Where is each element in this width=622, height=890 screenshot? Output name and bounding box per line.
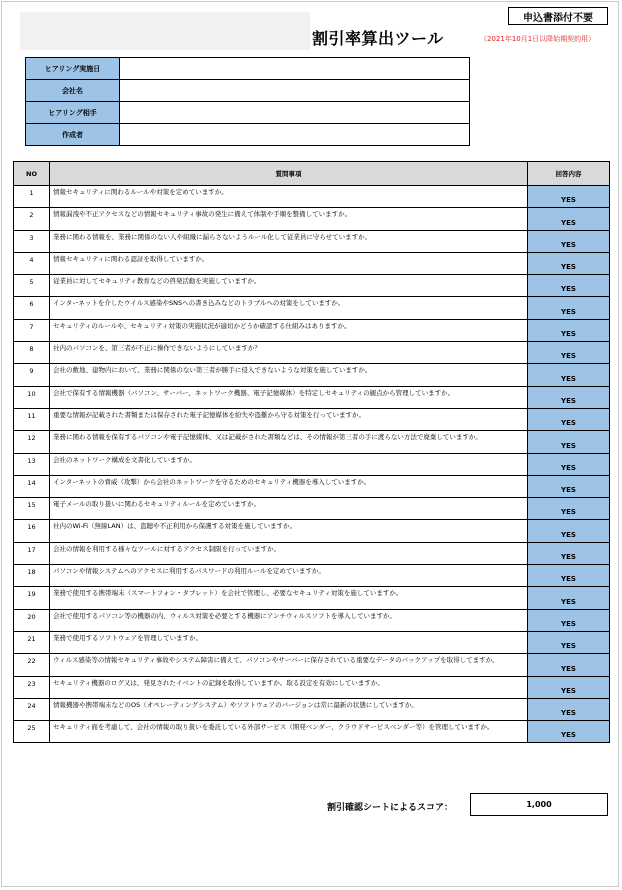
table-row	[14, 609, 610, 631]
question-text: パソコンや情報システムへのアクセスに利用するパスワードの利用ルールを定めていますか。	[50, 565, 528, 587]
info-row	[26, 124, 470, 146]
table-row	[14, 676, 610, 698]
question-text: 会社の敷地、建物内において、業務に関係のない第三者が勝手に侵入できないような対策を施していますか。	[50, 364, 528, 386]
answer-cell[interactable]: YES	[528, 631, 610, 653]
row-number: 13	[14, 453, 50, 475]
answer-cell[interactable]: YES	[528, 364, 610, 386]
col-question-header: 質問事項	[50, 162, 528, 186]
answer-cell[interactable]: YES	[528, 342, 610, 364]
row-number: 9	[14, 364, 50, 386]
answer-cell[interactable]: YES	[528, 542, 610, 564]
answer-cell[interactable]: YES	[528, 721, 610, 743]
question-text: 電子メールの取り扱いに関わるセキュリティルールを定めていますか。	[50, 498, 528, 520]
answer-cell[interactable]: YES	[528, 654, 610, 676]
table-row	[14, 565, 610, 587]
answer-cell[interactable]: YES	[528, 453, 610, 475]
table-row	[14, 654, 610, 676]
info-input[interactable]	[120, 58, 470, 80]
row-number: 23	[14, 676, 50, 698]
row-number: 5	[14, 275, 50, 297]
answer-cell[interactable]: YES	[528, 252, 610, 274]
info-input[interactable]	[120, 124, 470, 146]
row-number: 22	[14, 654, 50, 676]
question-text: セキュリティ面を考慮して、会社の情報の取り扱いを委託している外部サービス（開発ベンダー、クラウドサービスベンダー等）を管理していますか。	[50, 721, 528, 743]
question-text: 情報セキュリティに関わる認証を取得していますか。	[50, 252, 528, 274]
question-text: 社内のパソコンを、第三者が不正に操作できないようにしていますか？	[50, 342, 528, 364]
answer-cell[interactable]: YES	[528, 297, 610, 319]
row-number: 6	[14, 297, 50, 319]
row-number: 19	[14, 587, 50, 609]
question-text: 会社で使用するパソコン等の機器の内、ウィルス対策を必要とする機器にアンチウィルスソフトを導入していますか。	[50, 609, 528, 631]
table-row	[14, 275, 610, 297]
page-title: 割引率算出ツール	[312, 29, 444, 48]
table-row	[14, 186, 610, 208]
row-number: 25	[14, 721, 50, 743]
answer-cell[interactable]: YES	[528, 609, 610, 631]
row-number: 14	[14, 475, 50, 497]
table-row	[14, 520, 610, 542]
col-no-header: NO	[14, 162, 50, 186]
question-text: 重要な情報が記載された書類または保存された電子記憶媒体を紛失や盗難から守る対策を行っていますか。	[50, 408, 528, 430]
row-number: 21	[14, 631, 50, 653]
row-number: 4	[14, 252, 50, 274]
question-text: インターネットの脅威（攻撃）から会社のネットワークを守るためのセキュリティ機器を導入していますか。	[50, 475, 528, 497]
table-row	[14, 252, 610, 274]
question-text: 従業員に対してセキュリティ教育などの啓発活動を実施していますか。	[50, 275, 528, 297]
table-row	[14, 542, 610, 564]
row-number: 3	[14, 230, 50, 252]
row-number: 10	[14, 386, 50, 408]
row-number: 16	[14, 520, 50, 542]
table-row	[14, 698, 610, 720]
answer-cell[interactable]: YES	[528, 319, 610, 341]
row-number: 15	[14, 498, 50, 520]
info-input[interactable]	[120, 80, 470, 102]
table-row	[14, 631, 610, 653]
row-number: 8	[14, 342, 50, 364]
question-text: 業務で使用する携帯端末（スマートフォン・タブレット）を会社で管理し、必要なセキュリティ対策を施していますか。	[50, 587, 528, 609]
table-row	[14, 408, 610, 430]
table-row	[14, 721, 610, 743]
row-number: 20	[14, 609, 50, 631]
table-row	[14, 386, 610, 408]
row-number: 17	[14, 542, 50, 564]
table-row	[14, 453, 610, 475]
answer-cell[interactable]: YES	[528, 587, 610, 609]
table-row	[14, 587, 610, 609]
question-table-header	[14, 162, 610, 186]
row-number: 12	[14, 431, 50, 453]
question-text: 業務で使用するソフトウェアを管理していますか。	[50, 631, 528, 653]
info-row	[26, 58, 470, 80]
question-text: インターネットを介したウイルス感染やSNSへの書き込みなどのトラブルへの対策をしていますか。	[50, 297, 528, 319]
table-row	[14, 319, 610, 341]
question-text: 会社の情報を利用する様々なツールに対するアクセス制限を行っていますか。	[50, 542, 528, 564]
table-row	[14, 475, 610, 497]
row-number: 1	[14, 186, 50, 208]
question-text: 情報セキュリティに関わるルールや対策を定めていますか。	[50, 186, 528, 208]
row-number: 7	[14, 319, 50, 341]
table-row	[14, 498, 610, 520]
row-number: 18	[14, 565, 50, 587]
answer-cell[interactable]: YES	[528, 230, 610, 252]
answer-cell[interactable]: YES	[528, 186, 610, 208]
question-text: 会社で保有する情報機器（パソコン、サーバー、ネットワーク機器、電子記憶媒体）を特定しセキュリティの観点から管理していますか。	[50, 386, 528, 408]
answer-cell[interactable]: YES	[528, 275, 610, 297]
row-number: 24	[14, 698, 50, 720]
answer-cell[interactable]: YES	[528, 475, 610, 497]
question-text: 情報機器や携帯端末などのOS（オペレーティングシステム）やソフトウェアのバージョンは常に最新の状態にしていますか。	[50, 698, 528, 720]
info-input[interactable]	[120, 102, 470, 124]
answer-cell[interactable]: YES	[528, 431, 610, 453]
answer-cell[interactable]: YES	[528, 565, 610, 587]
no-attachment-stamp: 申込書添付不要	[508, 7, 608, 25]
answer-cell[interactable]: YES	[528, 520, 610, 542]
table-row	[14, 431, 610, 453]
row-number: 2	[14, 208, 50, 230]
redacted-area	[20, 12, 310, 50]
answer-cell[interactable]: YES	[528, 698, 610, 720]
info-label: 作成者	[26, 124, 120, 146]
info-row	[26, 80, 470, 102]
applicability-note: （2021年10月1日以降始期契約用）	[480, 35, 596, 43]
table-row	[14, 230, 610, 252]
question-table	[13, 161, 610, 743]
info-row	[26, 102, 470, 124]
answer-cell[interactable]: YES	[528, 208, 610, 230]
question-text: 業務に関わる情報を、業務に関係のない人や組織に漏らさないようルール化して従業員に守らせていますか。	[50, 230, 528, 252]
answer-cell[interactable]: YES	[528, 676, 610, 698]
table-row	[14, 342, 610, 364]
table-row	[14, 364, 610, 386]
question-text: セキュリティのルールや、セキュリティ対策の実施状況が適切かどうか確認する仕組みはありますか。	[50, 319, 528, 341]
question-text: ウィルス感染等の情報セキュリティ事故やシステム障害に備えて、パソコンやサーバーに保存されている重要なデータのバックアップを取得してますか。	[50, 654, 528, 676]
question-text: 業務に関わる情報を保有するパソコンや電子記憶媒体、又は記載がされた書類などは、その情報が第三者の手に渡らない方法で廃棄していますか。	[50, 431, 528, 453]
question-text: セキュリティ機器のログ又は、発見されたイベントの記録を取得していますか。取る設定を有効にしていますか。	[50, 676, 528, 698]
answer-cell[interactable]: YES	[528, 498, 610, 520]
question-text: 会社のネットワーク構成を文書化していますか。	[50, 453, 528, 475]
info-label: ヒアリング実施日	[26, 58, 120, 80]
row-number: 11	[14, 408, 50, 430]
question-text: 社内のWi-Fi（無線LAN）は、盗聴や不正利用から保護する対策を施していますか。	[50, 520, 528, 542]
table-row	[14, 208, 610, 230]
score-value: 1,000	[470, 793, 608, 816]
info-label: 会社名	[26, 80, 120, 102]
question-text: 情報漏洩や不正アクセスなどの情報セキュリティ事故の発生に備えて体制や手順を整備していますか。	[50, 208, 528, 230]
table-row	[14, 297, 610, 319]
score-label: 割引確認シートによるスコア：	[327, 803, 454, 813]
answer-cell[interactable]: YES	[528, 408, 610, 430]
info-label: ヒアリング相手	[26, 102, 120, 124]
info-table	[25, 57, 470, 146]
col-answer-header: 回答内容	[528, 162, 610, 186]
answer-cell[interactable]: YES	[528, 386, 610, 408]
